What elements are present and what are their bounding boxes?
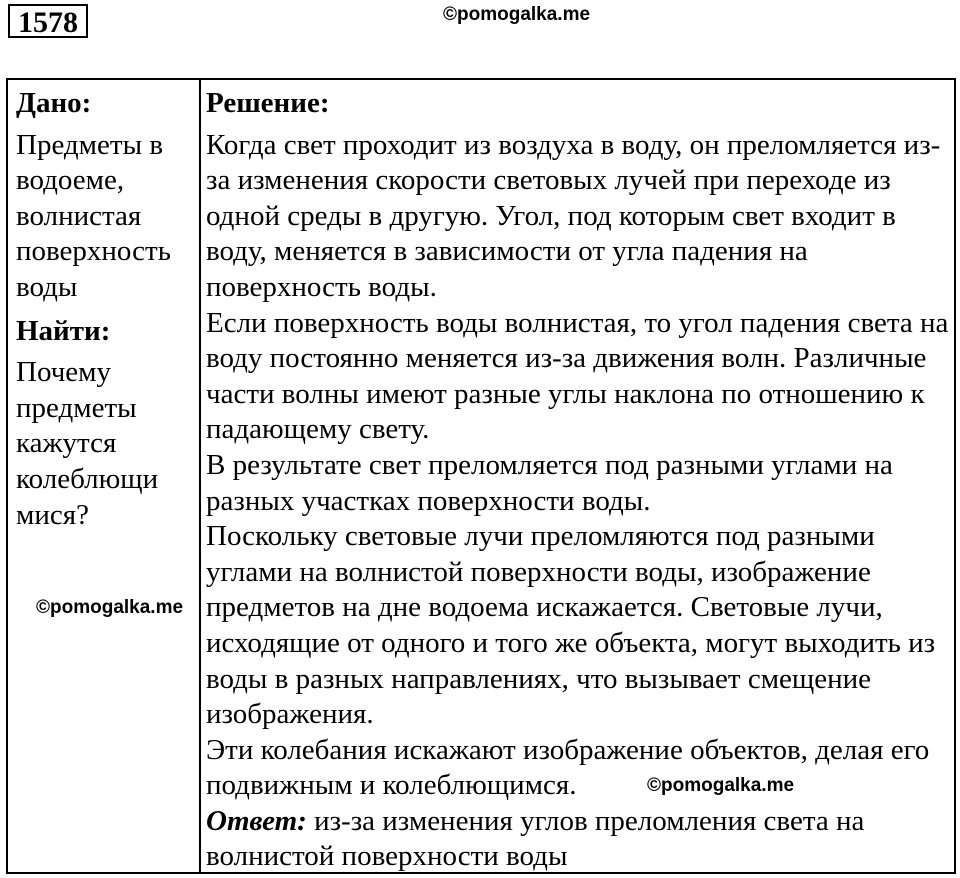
find-line: колеблющи — [16, 462, 159, 495]
given-heading: Дано: — [16, 87, 92, 119]
find-line: кажутся — [16, 427, 117, 460]
solution-paragraph: Поскольку световые лучи преломляются под разными углами на волнистой поверхности воды, изображение предметов на дне водоема искажается. Световые лучи, исходящие от одного и того же объекта, могут выходить из воды в разных направлениях, что вызывает смещение изображения. — [206, 520, 936, 731]
solution-paragraph: В результате свет преломляется под разными углами на разных участках поверхности воды. — [206, 448, 893, 517]
solution-column — [206, 86, 951, 875]
column-divider — [199, 80, 201, 872]
find-line: мися? — [16, 498, 89, 531]
watermark-bottom: ©pomogalka.me — [647, 775, 795, 796]
given-line: Предметы в — [16, 128, 164, 161]
solution-heading: Решение: — [206, 87, 330, 119]
given-line: водоеме, — [16, 164, 125, 197]
solution-paragraph: Когда свет проходит из воздуха в воду, он преломляется из-за изменения скорости световых лучей при переходе из одной среды в другую. Угол, под которым свет входит в воду, меняется в зависимости от угла падения на поверхность воды. — [206, 128, 941, 303]
problem-number: 1578 — [8, 4, 88, 38]
given-line: воды — [16, 270, 78, 303]
answer-label: Ответ: — [206, 804, 307, 837]
solution-paragraph: Эти колебания искажают изображение объектов, делая его подвижным и колеблющимся. — [206, 733, 930, 802]
given-column — [16, 86, 194, 533]
find-line: Почему — [16, 356, 112, 389]
find-line: предметы — [16, 391, 137, 424]
watermark-left: ©pomogalka.me — [36, 597, 184, 618]
watermark-top: ©pomogalka.me — [443, 4, 591, 25]
given-line: поверхность — [16, 235, 171, 268]
given-line: волнистая — [16, 199, 142, 232]
solution-table — [6, 78, 956, 874]
answer-text: из-за изменения углов преломления света на волнистой поверхности воды — [206, 804, 865, 873]
solution-paragraph: Если поверхность воды волнистая, то угол падения света на воду постоянно меняется из-за движения волн. Различные части волны имеют разные углы наклона по отношению к падающему свету. — [206, 306, 949, 446]
find-heading: Найти: — [16, 314, 111, 347]
answer — [206, 804, 951, 875]
